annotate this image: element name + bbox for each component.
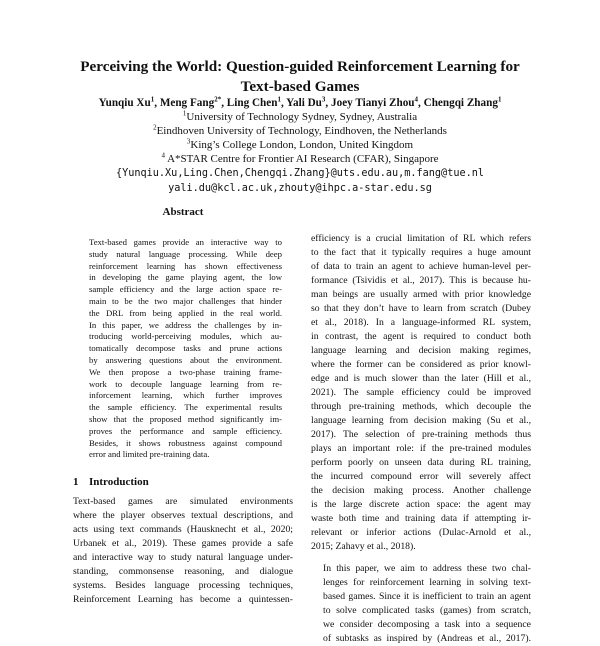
text-line: Urbanek et al., 2019). These games provide a safe bbox=[73, 538, 293, 550]
author-affiliation-mark: 1 bbox=[150, 95, 155, 104]
abstract-line: proves the performance and sample efficiency. bbox=[89, 425, 282, 436]
body-paragraph-1 bbox=[311, 232, 531, 554]
text-line: and interactive way to study natural language under- bbox=[73, 552, 293, 564]
paper-title bbox=[40, 57, 560, 97]
email-line: {Yunqiu.Xu,Ling.Chen,Chengqi.Zhang}@uts.edu.au,m.fang@tue.nl bbox=[115, 168, 484, 179]
text-line: where the former can be considered as prior knowl- bbox=[311, 359, 531, 370]
text-line: the decision making process. Another challenge bbox=[311, 485, 531, 496]
abstract-line: study natural language processing. While deep bbox=[89, 248, 282, 259]
right-column bbox=[311, 232, 531, 646]
abstract-line: We then propose a two-phase training frame- bbox=[89, 366, 282, 377]
left-column bbox=[73, 205, 293, 607]
text-line: formance (Tsividis et al., 2017). This is because hu- bbox=[311, 275, 531, 286]
section-number: 1 bbox=[73, 476, 79, 489]
author-affiliation-mark: 1 bbox=[497, 95, 502, 104]
section-heading-introduction bbox=[73, 475, 293, 489]
abstract-line: the sample efficiency. The experimental results bbox=[89, 402, 282, 413]
introduction-paragraph bbox=[73, 495, 293, 607]
text-line: language learning from decision making (Su et al., bbox=[311, 415, 531, 426]
author-affiliation-mark: 4 bbox=[414, 95, 419, 104]
text-line: Text-based games are simulated environments bbox=[73, 496, 293, 508]
text-line: plays an important role: if the pre-trained modules bbox=[311, 443, 531, 454]
text-line: Reinforcement Learning has become a quintessen- bbox=[73, 594, 293, 606]
text-line: of data to train an agent to achieve human-level per- bbox=[311, 261, 531, 272]
author-name: Joey Tianyi Zhou bbox=[331, 97, 415, 109]
title-line: Perceiving the World: Question-guided Reinforcement Learning for bbox=[80, 58, 520, 75]
abstract-line: in developing the game playing agent, the low bbox=[89, 272, 282, 283]
affiliation-line bbox=[30, 124, 570, 138]
text-line: is the large discrete action space: the agent may bbox=[311, 499, 531, 510]
text-line: where the player observes textual descriptions, and bbox=[73, 510, 293, 522]
text-line: standing, commonsense reasoning, and dialogue bbox=[73, 566, 293, 578]
text-line: to the fact that it typically requires a huge amount bbox=[311, 247, 531, 258]
body-paragraph-2 bbox=[311, 562, 531, 646]
abstract-body bbox=[89, 237, 282, 461]
text-line: waste both time and training data if attempting ir- bbox=[311, 513, 531, 524]
text-line: the incurred compound error will severely affect bbox=[311, 471, 531, 482]
text-line: perform poorly on unseen data during RL training, bbox=[311, 457, 531, 468]
abstract-line: troducing world-perceiving modules, which au- bbox=[89, 331, 282, 342]
affiliation-line bbox=[30, 152, 570, 166]
author-name: Chengqi Zhang bbox=[423, 97, 498, 109]
text-line: so that they don’t have to learn from scratch (Dubey bbox=[311, 303, 531, 314]
text-line: 2021). The sample efficiency could be improved bbox=[311, 387, 531, 398]
author-list: Yunqiu Xu$^1$, Meng Fang$^{2*}$, Ling Chen$^1$, Yali Du$^3$, Joey Tianyi Zhou$^4$, Chengqi Zhang$^1$ bbox=[98, 95, 502, 109]
section-title: Introduction bbox=[89, 476, 149, 489]
abstract-line: the DRL from being applied in the real world. bbox=[89, 307, 282, 318]
text-line: man beings are usually armed with prior knowledge bbox=[311, 289, 531, 300]
author-name: Yali Du bbox=[286, 97, 322, 109]
text-line: In this paper, we aim to address these two chal- bbox=[323, 563, 531, 574]
text-line: we consider decomposing a task into a sequence bbox=[323, 619, 531, 630]
affiliation-list bbox=[30, 110, 570, 166]
abstract-line: Besides, it shows robustness against compound bbox=[89, 437, 282, 448]
abstract-line: error and limited pre-training data. bbox=[89, 449, 210, 460]
affiliation-line bbox=[30, 110, 570, 124]
author-affiliation-mark: 2* bbox=[214, 95, 222, 104]
author-affiliation-mark: 3 bbox=[321, 95, 326, 104]
email-list bbox=[30, 166, 570, 196]
author-affiliation-mark: 1 bbox=[277, 95, 281, 104]
abstract-line: reinforcement learning has shown effectiveness bbox=[89, 260, 282, 271]
abstract-line: show that the proposed method significantly im- bbox=[89, 413, 282, 424]
abstract-line: work to decouple language learning from re- bbox=[89, 378, 282, 389]
affiliation-mark: 1 bbox=[182, 109, 187, 118]
affiliation-mark: 4 bbox=[161, 151, 165, 160]
text-line: et al., 2018). In a language-informed RL system, bbox=[311, 317, 531, 328]
text-line: edge and is much slower than the later (Hill et al., bbox=[311, 373, 531, 384]
affiliation-text: Eindhoven University of Technology, Eindhoven, the Netherlands bbox=[156, 125, 447, 137]
text-line: acts using text commands (Hausknecht et al., 2020; bbox=[73, 524, 293, 536]
text-line: language learning and decision making regimes, bbox=[311, 345, 531, 356]
abstract-line: inforcement learning, which further improves bbox=[89, 390, 282, 401]
affiliation-text: A*STAR Centre for Frontier AI Research (CFAR), Singapore bbox=[164, 153, 439, 165]
abstract-heading: Abstract bbox=[162, 206, 204, 218]
affiliation-mark: 2 bbox=[153, 123, 157, 132]
affiliation-text: King’s College London, London, United Kingdom bbox=[190, 139, 414, 151]
text-line: of subtasks as inspired by (Andreas et al., 2017). bbox=[323, 633, 531, 644]
abstract-line: by answering questions about the environment. bbox=[89, 354, 282, 365]
abstract-line: In this paper, we address the challenges by in- bbox=[89, 319, 282, 330]
text-line: systems. Besides language processing techniques, bbox=[73, 580, 293, 592]
affiliation-text: University of Technology Sydney, Sydney, Australia bbox=[186, 111, 418, 123]
text-line: in contrast, the agent is required to conduct both bbox=[311, 331, 531, 342]
author-name: Ling Chen bbox=[226, 97, 278, 109]
text-line: to solve complicated tasks (games) from scratch, bbox=[323, 605, 531, 616]
affiliation-line bbox=[30, 138, 570, 152]
text-line: efficiency is a crucial limitation of RL which refers bbox=[311, 233, 531, 244]
title-line: Text-based Games bbox=[240, 78, 360, 95]
affiliation-mark: 3 bbox=[186, 137, 191, 146]
text-line: 2015; Zahavy et al., 2018). bbox=[311, 541, 416, 552]
author-name: Meng Fang bbox=[159, 97, 215, 109]
abstract-line: sample efficiency and the large action space re- bbox=[89, 284, 282, 295]
abstract-line: tomatically decompose tasks and prune actions bbox=[89, 343, 282, 354]
abstract-line: Text-based games provide an interactive way to bbox=[89, 237, 282, 247]
text-line: 2017). The selection of pre-training methods thus bbox=[311, 429, 531, 440]
text-line: lenges for reinforcement learning in solving text- bbox=[323, 577, 531, 588]
email-line: yali.du@kcl.ac.uk,zhouty@ihpc.a-star.edu.sg bbox=[168, 183, 432, 194]
text-line: through pre-training methods, which decouple the bbox=[311, 401, 531, 412]
text-line: relevant or inferior actions (Dulac-Arnold et al., bbox=[311, 527, 531, 538]
text-line: based games. Since it is inefficient to train an agent bbox=[323, 591, 531, 602]
author-name: Yunqiu Xu bbox=[98, 97, 151, 109]
abstract-line: main to be the two major challenges that hinder bbox=[89, 295, 282, 306]
